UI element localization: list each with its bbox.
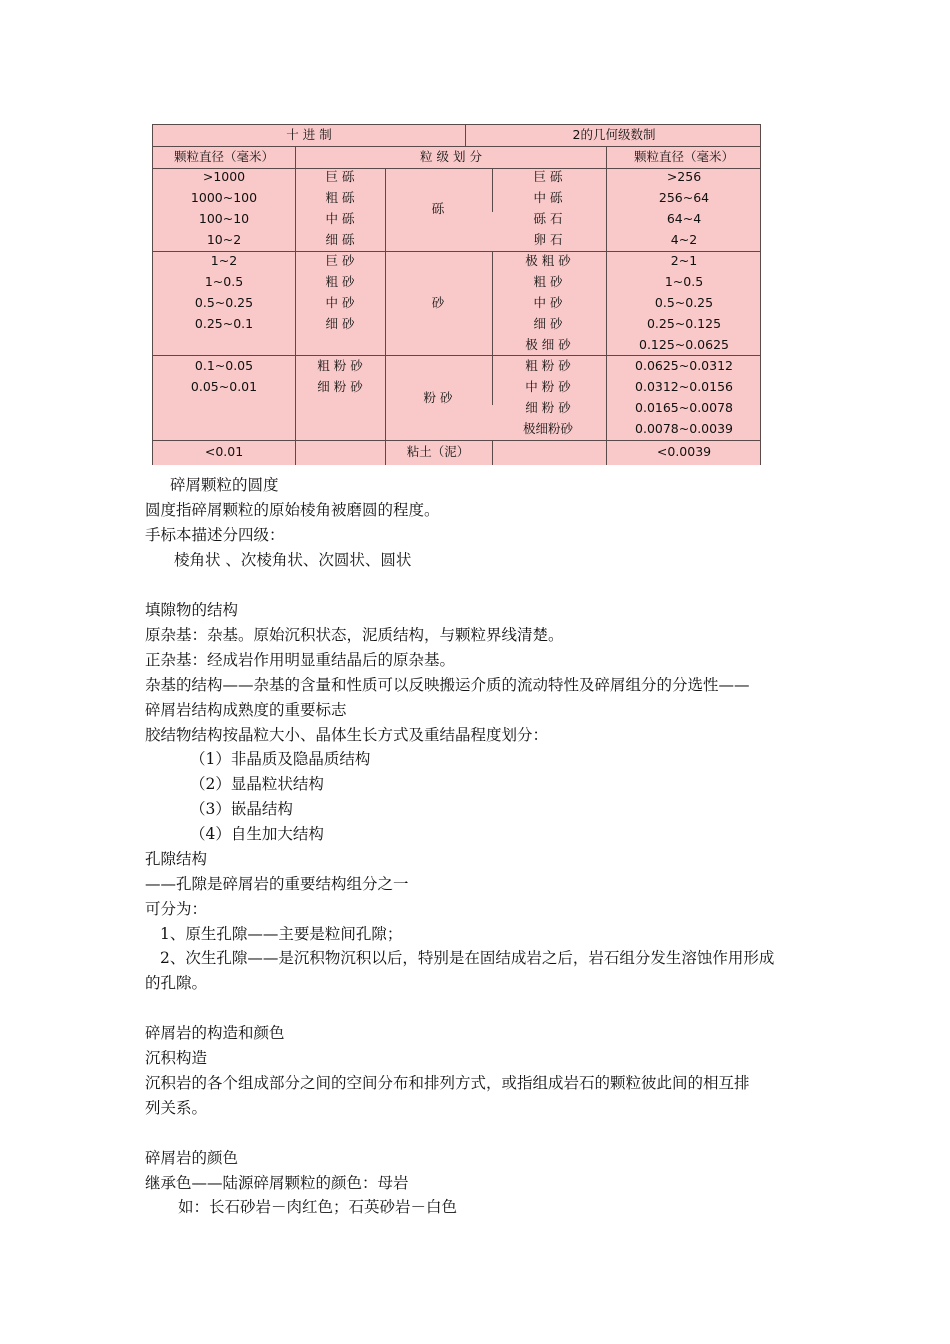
color-title: 碎屑岩的颜色 [145,1149,239,1167]
table-border-right [760,124,761,465]
decimal-value: 0.1~0.05 [194,358,254,373]
inherited-color: 继承色——陆源碎屑颗粒的颜色：母岩 [145,1174,409,1192]
table-rule [492,355,493,405]
roundness-levels: 棱角状 、次棱角状、次圆状、圆状 [174,551,412,569]
geo-value: 0.0078~0.0039 [635,421,733,436]
sed-structure-def-line-2: 列关系。 [145,1099,208,1117]
decimal-value: 0.5~0.25 [194,295,254,310]
header-geometric: 2的几何级数制 [572,127,656,142]
sed-structure-def-line-1: 沉积岩的各个组成部分之间的空间分布和排列方式，或指组成岩石的颗粒彼此间的相互排 [145,1074,750,1092]
geo-name: 中 砂 [533,295,563,310]
decimal-value: >1000 [202,169,246,184]
pore-secondary-line-2: 的孔隙。 [145,974,208,992]
header-diameter-right: 颗粒直径（毫米） [633,149,735,164]
decimal-name: 中 砂 [325,295,355,310]
cement-intro: 胶结物结构按晶粒大小、晶体生长方式及重结晶程度划分： [145,726,549,744]
group-label-silt: 粉 砂 [423,390,453,405]
group-label-gravel: 砾 [431,201,445,216]
geo-value: 0.0165~0.0078 [635,400,733,415]
geo-name: 极细粉砂 [522,421,574,436]
roundness-levels-intro: 手标本描述分四级： [145,526,285,544]
table-rule [295,146,296,465]
decimal-value: 1000~100 [190,190,258,205]
proto-matrix: 原杂基：杂基。原始沉积状态，泥质结构，与颗粒界线清楚。 [145,626,564,644]
matrix-title: 填隙物的结构 [145,601,239,619]
decimal-name: 巨 砂 [325,253,355,268]
decimal-value: 1~0.5 [204,274,244,289]
group-label-clay: 粘土（泥） [406,444,470,459]
decimal-name: 粗 砾 [325,190,355,205]
cement-type: （2）显晶粒状结构 [190,775,324,793]
cement-type: （1）非晶质及隐晶质结构 [190,750,371,768]
geo-name: 巨 砾 [533,169,563,184]
geo-value: 256~64 [658,190,710,205]
cement-type: （3）嵌晶结构 [190,800,293,818]
matrix-structure-line-2: 碎屑岩结构成熟度的重要标志 [145,701,347,719]
geo-value: 4~2 [670,232,698,247]
geo-name: 细 砂 [533,316,563,331]
pore-title: 孔隙结构 [145,850,208,868]
table-rule [152,440,761,441]
table-border-left [152,124,153,465]
table-rule [492,168,493,212]
geo-value: 0.0312~0.0156 [635,379,733,394]
geo-value: 0.0625~0.0312 [635,358,733,373]
pore-divide: 可分为： [145,900,208,918]
table-rule [465,124,466,146]
geo-name: 中 砾 [533,190,563,205]
table-rule [492,251,493,355]
grain-size-table [152,124,761,465]
geo-name: 极 粗 砂 [525,253,571,268]
geo-value: 0.25~0.125 [646,316,722,331]
decimal-name: 细 砾 [325,232,355,247]
color-example: 如：长石砂岩－肉红色；石英砂岩－白色 [178,1198,458,1216]
geo-name: 卵 石 [533,232,563,247]
geo-value: <0.0039 [656,444,712,459]
decimal-name: 粗 粉 砂 [317,358,363,373]
geo-value: 0.5~0.25 [654,295,714,310]
decimal-name: 细 粉 砂 [317,379,363,394]
decimal-value: 0.25~0.1 [194,316,254,331]
header-decimal: 十 进 制 [286,127,332,142]
decimal-value: <0.01 [204,444,244,459]
decimal-value: 0.05~0.01 [190,379,258,394]
pore-primary: 1、原生孔隙——主要是粒间孔隙； [160,925,403,943]
geo-value: >256 [666,169,702,184]
geo-name: 极 细 砂 [525,337,571,352]
decimal-value: 10~2 [206,232,242,247]
table-rule [606,146,607,465]
geo-name: 中 粉 砂 [525,379,571,394]
table-border-top [152,124,761,125]
decimal-name: 粗 砂 [325,274,355,289]
decimal-value: 100~10 [198,211,250,226]
cement-type: （4）自生加大结构 [190,825,324,843]
geo-name: 粗 粉 砂 [525,358,571,373]
header-diameter-left: 颗粒直径（毫米） [173,149,275,164]
decimal-value: 1~2 [210,253,238,268]
header-classification: 粒 级 划 分 [420,149,482,164]
geo-name: 细 粉 砂 [525,400,571,415]
pore-secondary-line-1: 2、次生孔隙——是沉积物沉积以后，特别是在固结成岩之后，岩石组分发生溶蚀作用形成 [160,949,775,967]
ortho-matrix: 正杂基：经成岩作用明显重结晶后的原杂基。 [145,651,456,669]
pore-subtitle: ——孔隙是碎屑岩的重要结构组分之一 [145,875,409,893]
group-label-sand: 砂 [431,295,445,310]
decimal-name: 细 砂 [325,316,355,331]
geo-value: 1~0.5 [664,274,704,289]
decimal-name: 巨 砾 [325,169,355,184]
geo-value: 2~1 [670,253,698,268]
table-rule [152,251,761,252]
decimal-name: 中 砾 [325,211,355,226]
structure-color-title: 碎屑岩的构造和颜色 [145,1024,285,1042]
matrix-structure-line-1: 杂基的结构——杂基的含量和性质可以反映搬运介质的流动特性及碎屑组分的分选性—— [145,676,750,694]
roundness-definition: 圆度指碎屑颗粒的原始棱角被磨圆的程度。 [145,501,440,519]
geo-name: 砾 石 [533,211,563,226]
sed-structure-title: 沉积构造 [145,1049,208,1067]
table-rule [385,168,386,465]
geo-name: 粗 砂 [533,274,563,289]
roundness-title: 碎屑颗粒的圆度 [170,476,279,494]
table-rule [492,440,493,465]
geo-value: 0.125~0.0625 [639,337,729,352]
geo-value: 64~4 [666,211,702,226]
